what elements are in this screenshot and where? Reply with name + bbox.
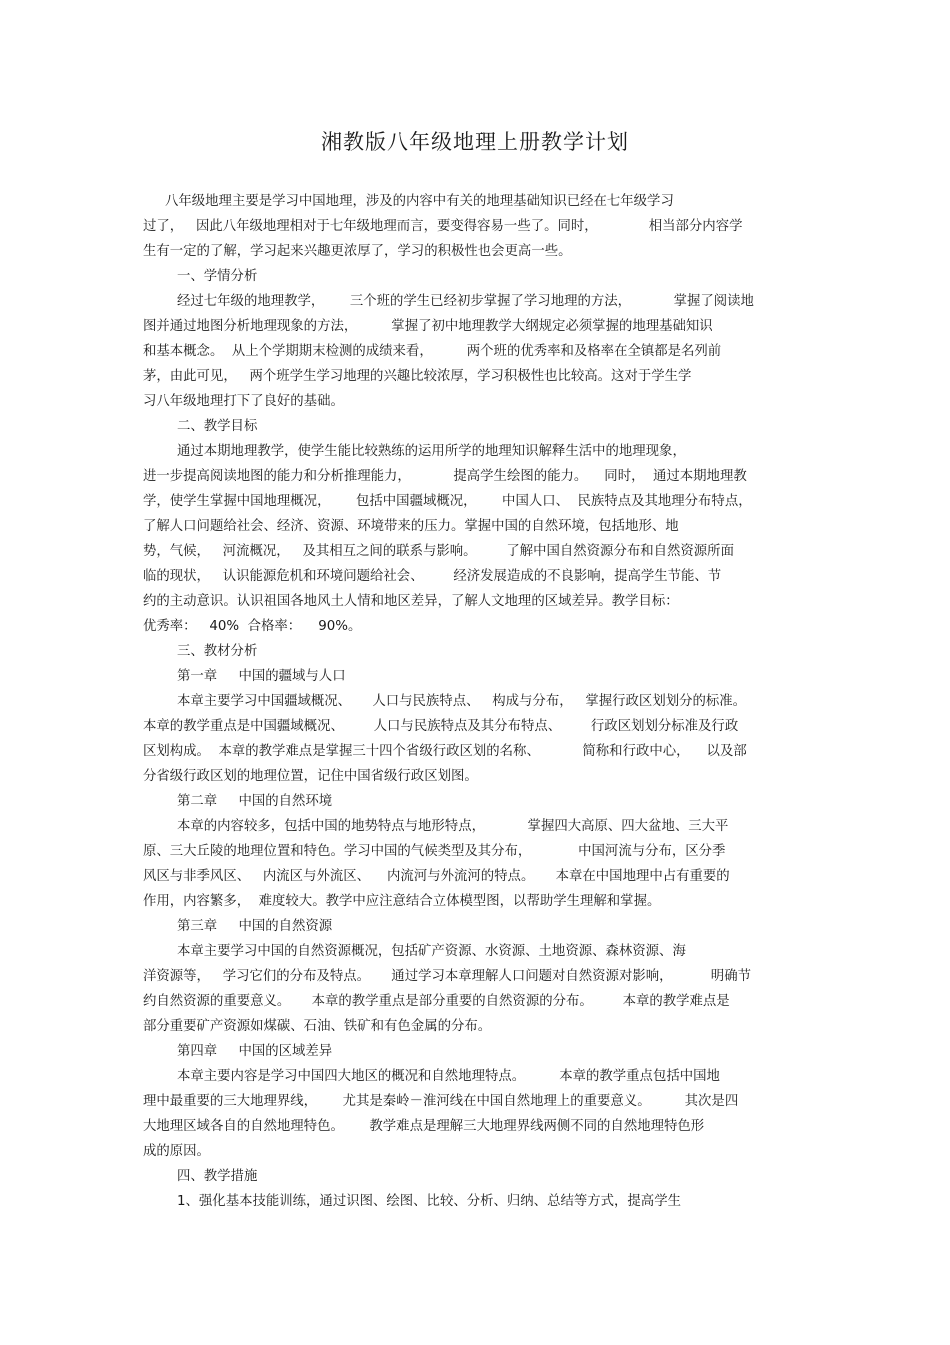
text-line: 二、教学目标 [177,419,258,434]
text-line: 生有一定的了解，学习起来兴趣更浓厚了，学习的积极性也会更高一些。 [143,244,572,259]
text-line: 区划构成。 本章的教学难点是掌握三十四个省级行政区划的名称、 简称和行政中心， 以及部 [143,744,747,759]
text-line: 习八年级地理打下了良好的基础。 [143,394,344,409]
text-line: 部分重要矿产资源如煤碳、石油、铁矿和有色金属的分布。 [143,1019,492,1034]
text-line: 成的原因。 [143,1144,210,1159]
text-line: 临的现状， 认识能源危机和环境问题给社会、 经济发展造成的不良影响，提高学生节能、节 [143,569,722,584]
text-line: 原、三大丘陵的地理位置和特色。学习中国的气候类型及其分布， 中国河流与分布，区分季 [143,844,726,859]
text-line: 三、教材分析 [177,644,258,659]
text-line: 和基本概念。 从上个学期期末检测的成绩来看， 两个班的优秀率和及格率在全镇都是名列前 [143,344,722,359]
text-line: 本章主要学习中国的自然资源概况，包括矿产资源、水资源、土地资源、森林资源、海 [177,944,686,959]
text-line: 图并通过地图分析地理现象的方法， 掌握了初中地理教学大纲规定必须掌握的地理基础知识 [143,319,713,334]
text-line: 分省级行政区划的地理位置，记住中国省级行政区划图。 [143,769,478,784]
text-line: 四、教学措施 [177,1169,258,1184]
text-line: 约自然资源的重要意义。 本章的教学重点是部分重要的自然资源的分布。 本章的教学难点是 [143,994,730,1009]
text-line: 势，气候， 河流概况， 及其相互之间的联系与影响。 了解中国自然资源分布和自然资源所面 [143,544,734,559]
text-line: 经过七年级的地理教学， 三个班的学生已经初步掌握了学习地理的方法， 掌握了阅读地 [177,294,754,309]
text-line: 约的主动意识。认识祖国各地风土人情和地区差异，了解人文地理的区域差异。教学目标： [143,594,679,609]
text-line: 本章主要学习中国疆域概况、 人口与民族特点、 构成与分布， 掌握行政区划划分的标准。 [177,694,747,709]
text-line: 优秀率： 40% 合格率： 90%。 [143,619,362,634]
text-line: 大地理区域各自的自然地理特色。 教学难点是理解三大地理界线两侧不同的自然地理特色形 [143,1119,705,1134]
text-line: 茅，由此可见， 两个班学生学习地理的兴趣比较浓厚，学习积极性也比较高。这对于学生学 [143,369,692,384]
text-line: 理中最重要的三大地理界线， 尤其是秦岭－淮河线在中国自然地理上的重要意义。 其次是四 [143,1094,739,1109]
text-line: 本章主要内容是学习中国四大地区的概况和自然地理特点。 本章的教学重点包括中国地 [177,1069,720,1084]
text-line: 通过本期地理教学，使学生能比较熟练的运用所学的地理知识解释生活中的地理现象， [177,444,686,459]
text-line: 本章的教学重点是中国疆域概况、 人口与民族特点及其分布特点、 行政区划划分标准及行政 [143,719,739,734]
document-title: 湘教版八年级地理上册教学计划 [321,130,629,154]
document-body [143,189,808,1214]
text-line: 本章的内容较多，包括中国的地势特点与地形特点， 掌握四大高原、四大盆地、三大平 [177,819,729,834]
text-line: 第二章 中国的自然环境 [177,794,333,809]
text-line: 一、学情分析 [177,269,258,284]
text-line: 过了， 因此八年级地理相对于七年级地理而言，要变得容易一些了。同时， 相当部分内容学 [143,219,743,234]
text-line: 第三章 中国的自然资源 [177,919,333,934]
text-line: 进一步提高阅读地图的能力和分析推理能力， 提高学生绘图的能力。 同时， 通过本期地理教 [143,469,747,484]
text-line: 风区与非季风区、 内流区与外流区、 内流河与外流河的特点。 本章在中国地理中占有重要的 [143,869,730,884]
text-line: 学，使学生掌握中国地理概况， 包括中国疆域概况， 中国人口、 民族特点及其地理分布特点， [143,494,752,509]
text-line: 八年级地理主要是学习中国地理，涉及的内容中有关的地理基础知识已经在七年级学习 [165,194,674,209]
text-line: 作用，内容繁多， 难度较大。教学中应注意结合立体模型图，以帮助学生理解和掌握。 [143,894,661,909]
text-line: 第一章 中国的疆域与人口 [177,669,346,684]
text-line: 1、强化基本技能训练，通过识图、绘图、比较、分析、归纳、总结等方式，提高学生 [177,1194,681,1209]
text-line: 了解人口问题给社会、经济、资源、环境带来的压力。掌握中国的自然环境，包括地形、地 [143,519,679,534]
text-line: 洋资源等， 学习它们的分布及特点。 通过学习本章理解人口问题对自然资源对影响， 明确节 [143,969,751,984]
text-line: 第四章 中国的区域差异 [177,1044,333,1059]
